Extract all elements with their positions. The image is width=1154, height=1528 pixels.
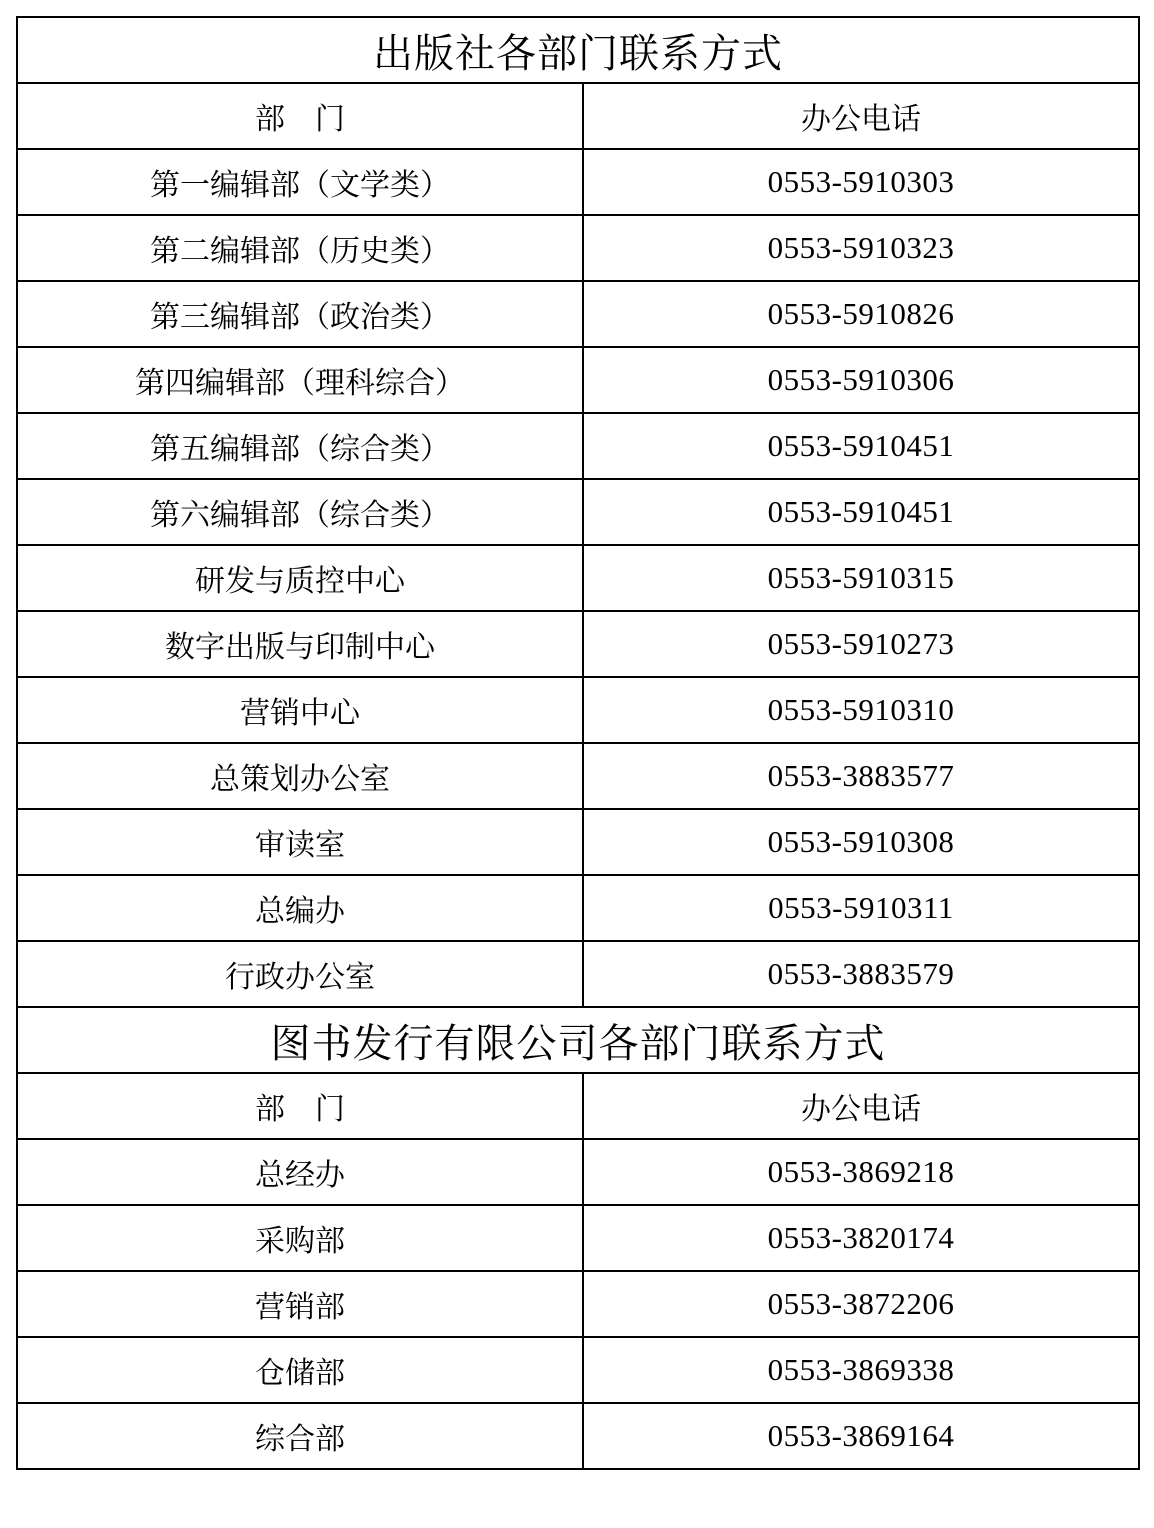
table-row — [17, 1205, 1139, 1271]
department-column-header: 部 门 — [17, 1073, 583, 1139]
department-cell: 第四编辑部（理科综合） — [17, 347, 583, 413]
distribution-section-title: 图书发行有限公司各部门联系方式 — [17, 1007, 1139, 1073]
table-row — [17, 875, 1139, 941]
phone-cell: 0553-3869338 — [583, 1337, 1139, 1403]
phone-cell: 0553-3883579 — [583, 941, 1139, 1007]
table-row — [17, 215, 1139, 281]
phone-cell: 0553-5910273 — [583, 611, 1139, 677]
department-cell: 总策划办公室 — [17, 743, 583, 809]
table-row — [17, 1139, 1139, 1205]
table-row — [17, 479, 1139, 545]
department-cell: 营销中心 — [17, 677, 583, 743]
department-cell: 总编办 — [17, 875, 583, 941]
section-title-row — [17, 1007, 1139, 1073]
phone-column-header: 办公电话 — [583, 1073, 1139, 1139]
table-header-row — [17, 1073, 1139, 1139]
department-cell: 总经办 — [17, 1139, 583, 1205]
phone-cell: 0553-5910315 — [583, 545, 1139, 611]
department-cell: 第二编辑部（历史类） — [17, 215, 583, 281]
phone-cell: 0553-5910323 — [583, 215, 1139, 281]
phone-cell: 0553-5910311 — [583, 875, 1139, 941]
phone-cell: 0553-5910826 — [583, 281, 1139, 347]
department-cell: 采购部 — [17, 1205, 583, 1271]
department-cell: 营销部 — [17, 1271, 583, 1337]
phone-cell: 0553-5910451 — [583, 413, 1139, 479]
department-cell: 数字出版与印制中心 — [17, 611, 583, 677]
department-cell: 研发与质控中心 — [17, 545, 583, 611]
phone-cell: 0553-3869218 — [583, 1139, 1139, 1205]
department-cell: 行政办公室 — [17, 941, 583, 1007]
table-row — [17, 809, 1139, 875]
department-cell: 第六编辑部（综合类） — [17, 479, 583, 545]
contact-table — [16, 16, 1140, 1470]
table-header-row — [17, 83, 1139, 149]
department-cell: 仓储部 — [17, 1337, 583, 1403]
publisher-section-title: 出版社各部门联系方式 — [17, 17, 1139, 83]
table-row — [17, 413, 1139, 479]
phone-cell: 0553-3820174 — [583, 1205, 1139, 1271]
table-row — [17, 1337, 1139, 1403]
phone-cell: 0553-5910308 — [583, 809, 1139, 875]
table-row — [17, 677, 1139, 743]
phone-cell: 0553-3869164 — [583, 1403, 1139, 1469]
table-row — [17, 347, 1139, 413]
table-row — [17, 743, 1139, 809]
table-row — [17, 545, 1139, 611]
department-column-header: 部 门 — [17, 83, 583, 149]
department-cell: 第三编辑部（政治类） — [17, 281, 583, 347]
department-cell: 审读室 — [17, 809, 583, 875]
table-row — [17, 281, 1139, 347]
table-row — [17, 1403, 1139, 1469]
contact-table-body — [17, 17, 1139, 1469]
phone-cell: 0553-5910310 — [583, 677, 1139, 743]
department-cell: 综合部 — [17, 1403, 583, 1469]
table-row — [17, 1271, 1139, 1337]
department-cell: 第一编辑部（文学类） — [17, 149, 583, 215]
phone-cell: 0553-5910306 — [583, 347, 1139, 413]
department-cell: 第五编辑部（综合类） — [17, 413, 583, 479]
table-row — [17, 149, 1139, 215]
phone-cell: 0553-3872206 — [583, 1271, 1139, 1337]
table-row — [17, 941, 1139, 1007]
phone-cell: 0553-5910451 — [583, 479, 1139, 545]
table-row — [17, 611, 1139, 677]
phone-cell: 0553-3883577 — [583, 743, 1139, 809]
section-title-row — [17, 17, 1139, 83]
phone-column-header: 办公电话 — [583, 83, 1139, 149]
phone-cell: 0553-5910303 — [583, 149, 1139, 215]
